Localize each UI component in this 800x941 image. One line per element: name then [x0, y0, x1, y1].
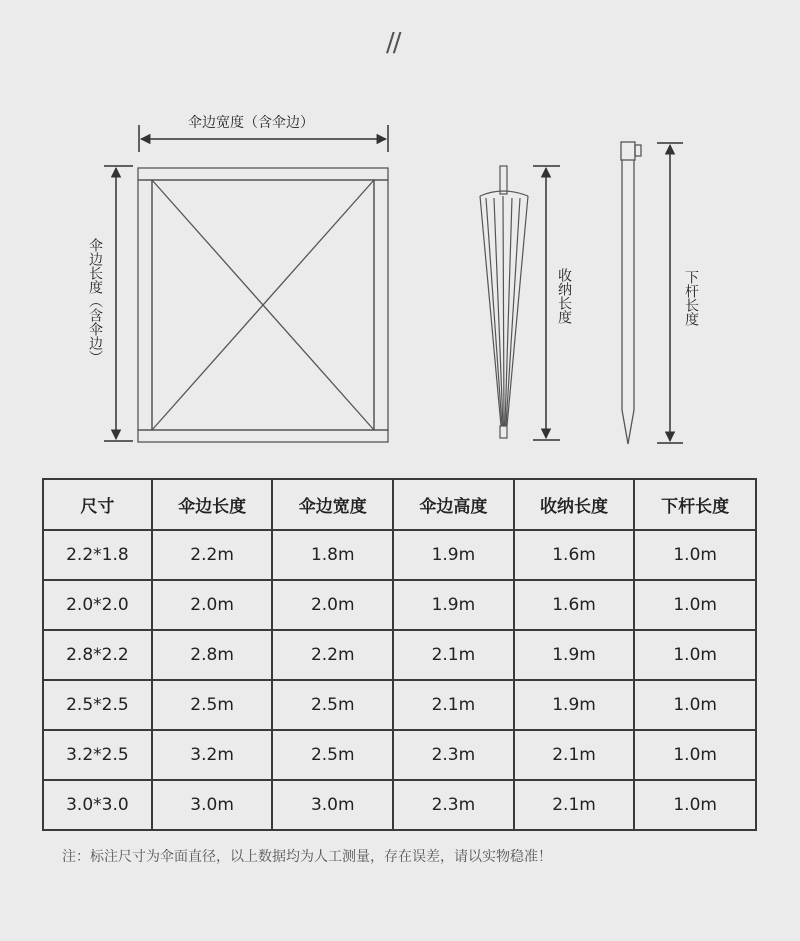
cell-size: 2.2*1.8 [43, 530, 152, 580]
storage-length-label: 收纳长度 [556, 268, 572, 324]
cell-storage-length: 2.1m [514, 780, 635, 830]
cell-canopy-width: 2.5m [272, 680, 393, 730]
cell-canopy-length: 2.0m [152, 580, 273, 630]
umbrella-dimension-diagram [0, 0, 800, 470]
cell-canopy-height: 2.1m [393, 630, 514, 680]
table-row [43, 680, 756, 730]
table-row [43, 730, 756, 780]
cell-size: 2.5*2.5 [43, 680, 152, 730]
pole-length-dimension [657, 143, 683, 443]
table-row [43, 580, 756, 630]
cell-canopy-length: 2.8m [152, 630, 273, 680]
table-row [43, 530, 756, 580]
cell-pole-length: 1.0m [634, 530, 756, 580]
lower-pole-icon [621, 142, 641, 444]
cell-storage-length: 1.9m [514, 680, 635, 730]
cell-canopy-length: 3.2m [152, 730, 273, 780]
cell-size: 2.8*2.2 [43, 630, 152, 680]
length-dimension [104, 166, 133, 441]
column-header-canopy-length: 伞边长度 [152, 479, 273, 530]
measurement-note: 注：标注尺寸为伞面直径，以上数据均为人工测量，存在误差，请以实物稳准！ [62, 849, 552, 865]
table-row [43, 630, 756, 680]
column-header-size: 尺寸 [43, 479, 152, 530]
cell-canopy-height: 1.9m [393, 580, 514, 630]
cell-pole-length: 1.0m [634, 580, 756, 630]
column-header-pole-length: 下杆长度 [634, 479, 756, 530]
cell-storage-length: 1.9m [514, 630, 635, 680]
cell-canopy-width: 2.2m [272, 630, 393, 680]
cell-canopy-length: 2.5m [152, 680, 273, 730]
cell-canopy-width: 1.8m [272, 530, 393, 580]
cell-canopy-width: 2.0m [272, 580, 393, 630]
cell-canopy-length: 2.2m [152, 530, 273, 580]
cell-pole-length: 1.0m [634, 680, 756, 730]
cell-storage-length: 1.6m [514, 530, 635, 580]
table-header-row [43, 479, 756, 530]
cell-canopy-width: 2.5m [272, 730, 393, 780]
cell-canopy-height: 1.9m [393, 530, 514, 580]
cell-size: 3.2*2.5 [43, 730, 152, 780]
pole-length-label: 下杆长度 [683, 270, 699, 326]
cell-pole-length: 1.0m [634, 630, 756, 680]
cell-size: 2.0*2.0 [43, 580, 152, 630]
folded-umbrella-icon [480, 166, 528, 438]
slash-divider-mark: // [386, 28, 400, 58]
cell-size: 3.0*3.0 [43, 780, 152, 830]
column-header-storage-length: 收纳长度 [514, 479, 635, 530]
cell-storage-length: 1.6m [514, 580, 635, 630]
cell-canopy-height: 2.3m [393, 780, 514, 830]
cell-pole-length: 1.0m [634, 780, 756, 830]
cell-canopy-height: 2.3m [393, 730, 514, 780]
cell-canopy-width: 3.0m [272, 780, 393, 830]
size-spec-table [42, 478, 757, 831]
table-row [43, 780, 756, 830]
length-label: 伞边长度（含伞边） [87, 238, 103, 364]
cell-storage-length: 2.1m [514, 730, 635, 780]
column-header-canopy-height: 伞边高度 [393, 479, 514, 530]
cell-pole-length: 1.0m [634, 730, 756, 780]
column-header-canopy-width: 伞边宽度 [272, 479, 393, 530]
width-label: 伞边宽度（含伞边） [188, 115, 314, 131]
cell-canopy-height: 2.1m [393, 680, 514, 730]
cell-canopy-length: 3.0m [152, 780, 273, 830]
canopy-top-view [138, 168, 388, 442]
